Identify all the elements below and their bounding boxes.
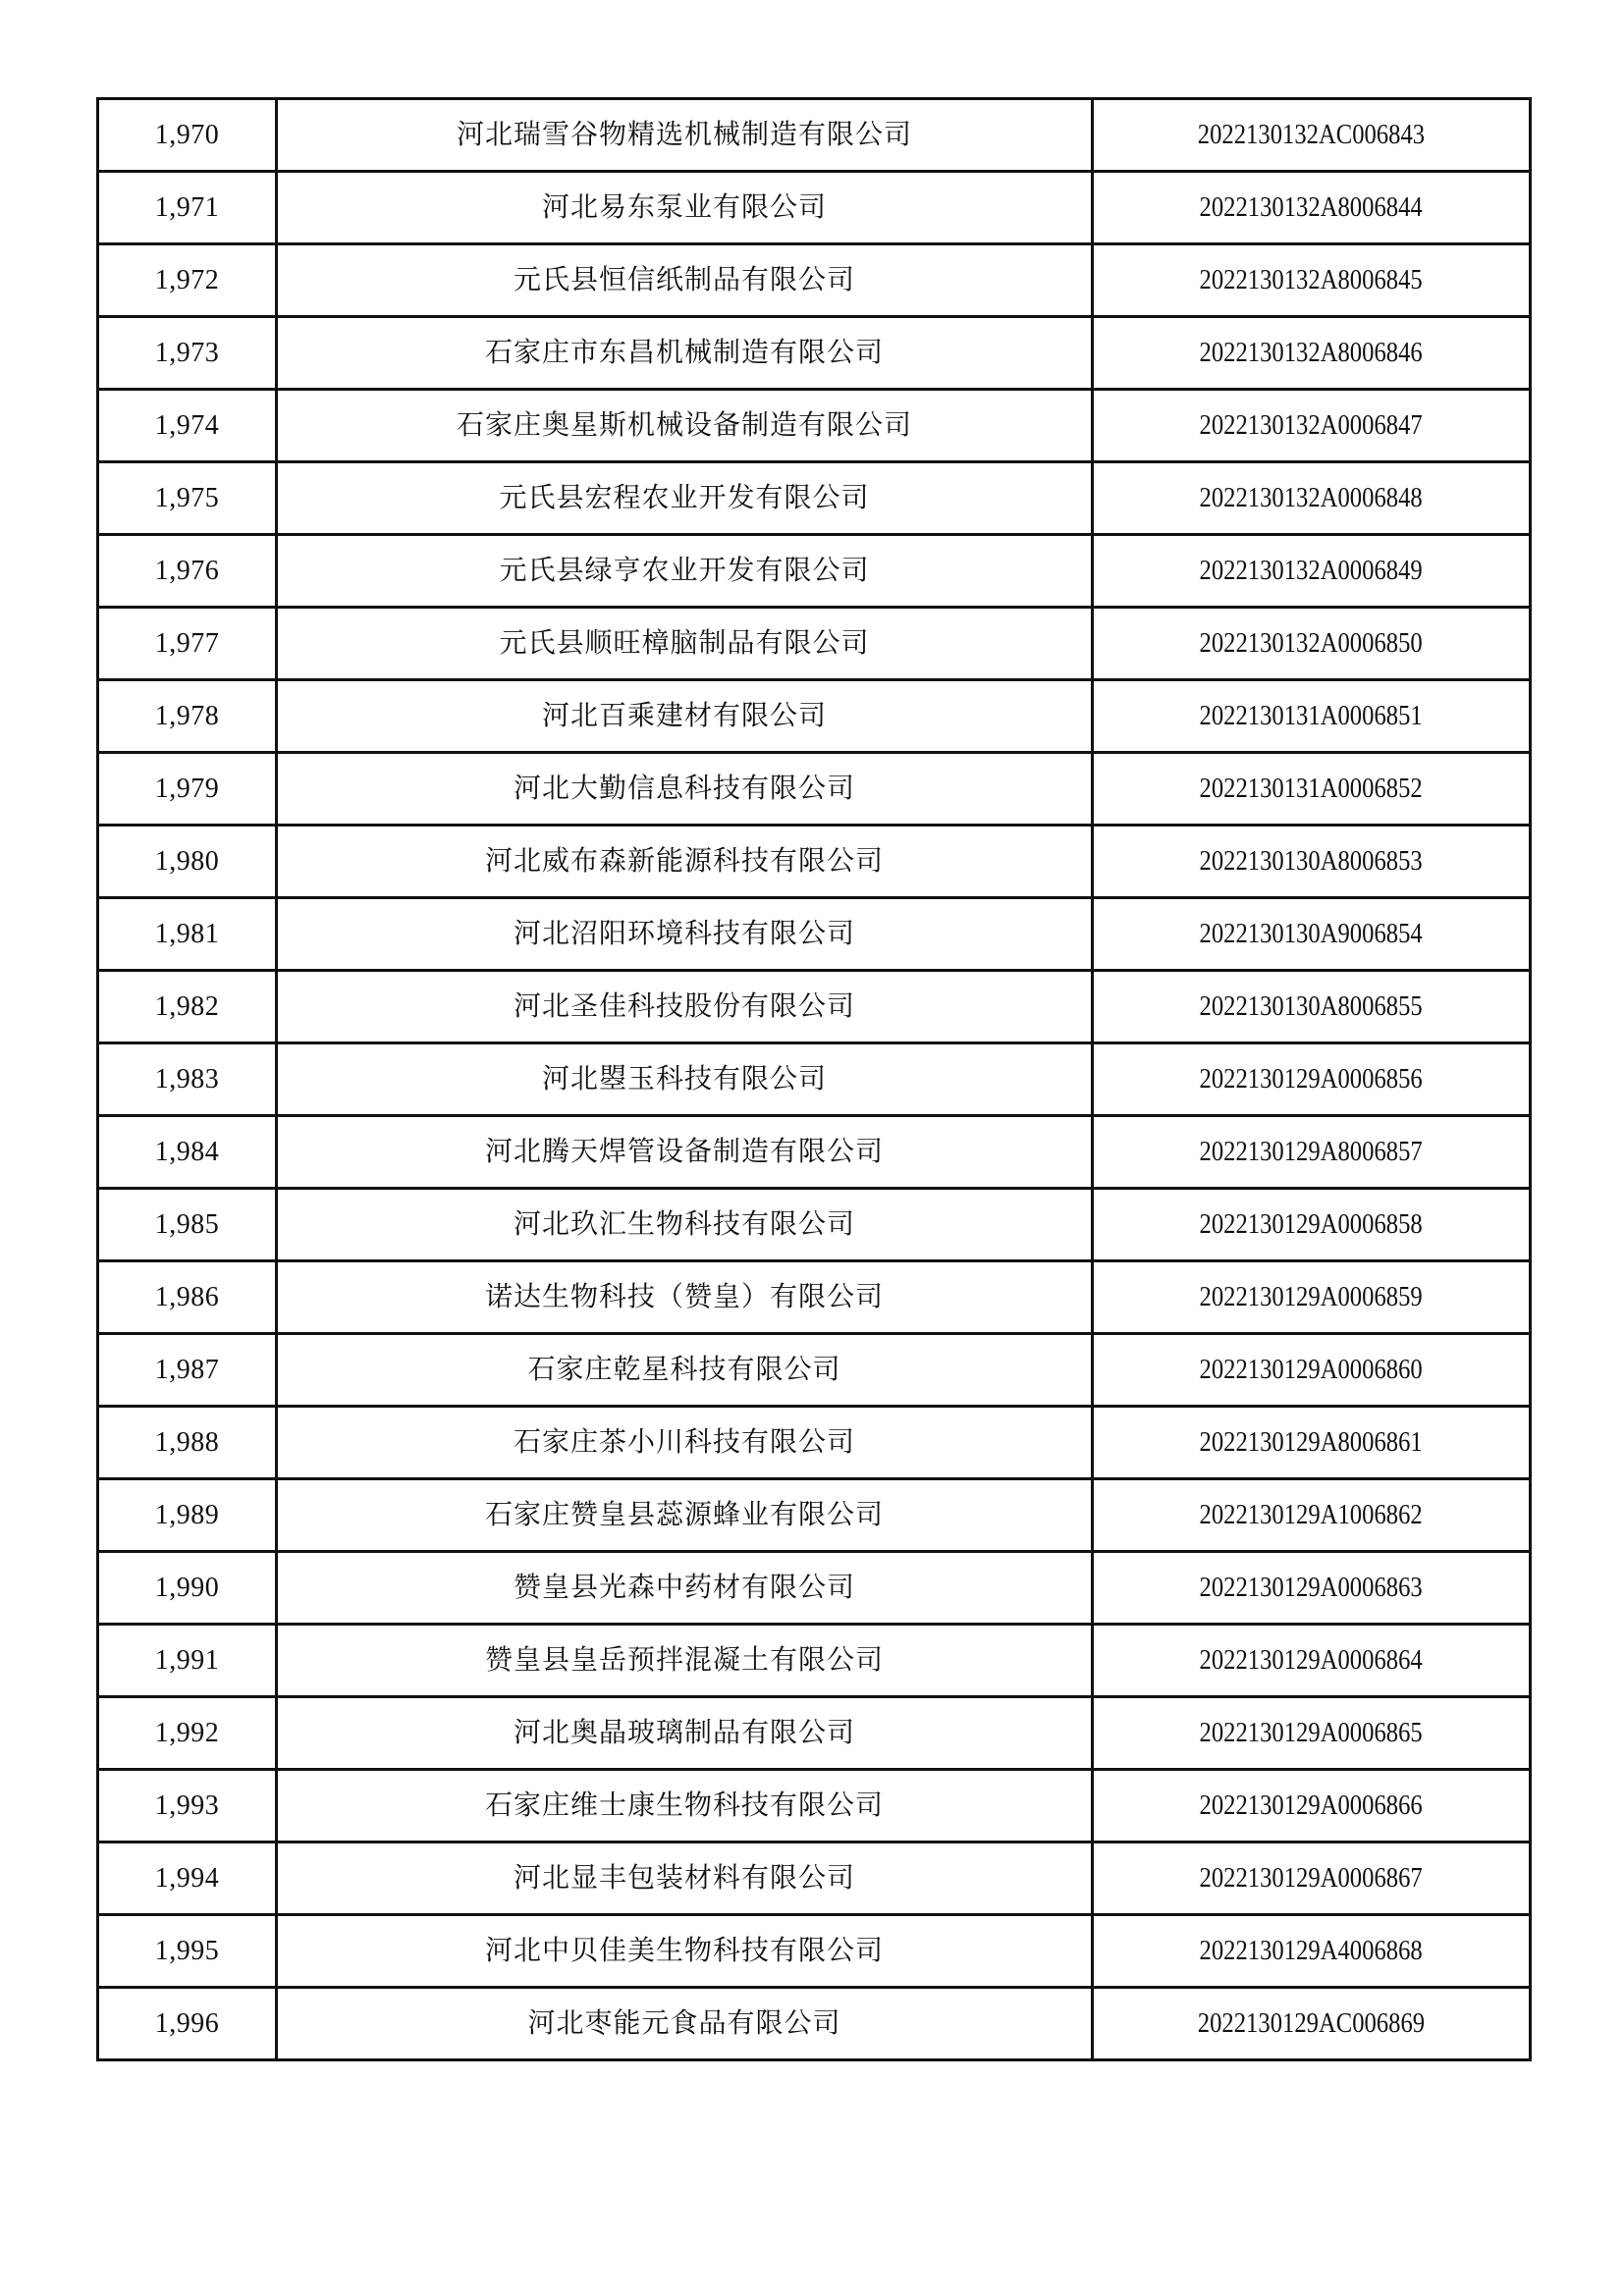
row-index: 1,978 (98, 680, 277, 753)
company-name: 石家庄市东昌机械制造有限公司 (277, 317, 1093, 390)
registration-code (1093, 753, 1531, 826)
row-index: 1,980 (98, 826, 277, 898)
registration-code-text: 2022130132AC006843 (1197, 119, 1426, 150)
table-body (98, 99, 1531, 2060)
company-name: 河北百乘建材有限公司 (277, 680, 1093, 753)
row-index: 1,982 (98, 971, 277, 1043)
company-name: 诺达生物科技（赞皇）有限公司 (277, 1261, 1093, 1334)
registration-code-text: 2022130131A0006852 (1199, 773, 1424, 804)
table-row (98, 1625, 1531, 1697)
company-name: 赞皇县皇岳预拌混凝土有限公司 (277, 1625, 1093, 1697)
company-name: 河北瑞雪谷物精选机械制造有限公司 (277, 99, 1093, 172)
table-row (98, 753, 1531, 826)
registration-code-text: 2022130131A0006851 (1199, 700, 1424, 731)
registration-code-text: 2022130129A4006868 (1199, 1935, 1424, 1966)
table-row (98, 244, 1531, 317)
registration-code-text: 2022130129A0006863 (1199, 1572, 1424, 1603)
table-row (98, 898, 1531, 971)
registration-code-text: 2022130130A9006854 (1199, 918, 1424, 949)
table-row (98, 826, 1531, 898)
row-index: 1,991 (98, 1625, 277, 1697)
row-index: 1,992 (98, 1697, 277, 1770)
row-index: 1,986 (98, 1261, 277, 1334)
registration-code (1093, 99, 1531, 172)
registration-code-text: 2022130129A0006858 (1199, 1208, 1424, 1240)
table-row (98, 535, 1531, 608)
table-row (98, 971, 1531, 1043)
table-row (98, 1552, 1531, 1625)
row-index: 1,973 (98, 317, 277, 390)
company-name: 河北枣能元食品有限公司 (277, 1988, 1093, 2060)
company-name: 河北中贝佳美生物科技有限公司 (277, 1915, 1093, 1988)
table-row (98, 99, 1531, 172)
row-index: 1,995 (98, 1915, 277, 1988)
row-index: 1,976 (98, 535, 277, 608)
registration-code-text: 2022130129A8006857 (1199, 1136, 1424, 1167)
company-name: 石家庄乾星科技有限公司 (277, 1334, 1093, 1407)
registration-code (1093, 608, 1531, 680)
company-name: 河北圣佳科技股份有限公司 (277, 971, 1093, 1043)
row-index: 1,972 (98, 244, 277, 317)
company-name: 河北奥晶玻璃制品有限公司 (277, 1697, 1093, 1770)
company-name: 石家庄维士康生物科技有限公司 (277, 1770, 1093, 1842)
table-row (98, 317, 1531, 390)
company-name: 河北曌玉科技有限公司 (277, 1043, 1093, 1116)
registration-code (1093, 462, 1531, 535)
registration-code-text: 2022130129A8006861 (1199, 1426, 1424, 1458)
row-index: 1,979 (98, 753, 277, 826)
registration-code-text: 2022130132A0006848 (1199, 482, 1424, 513)
registration-code-text: 2022130132A8006845 (1199, 264, 1424, 295)
company-name: 河北腾天焊管设备制造有限公司 (277, 1116, 1093, 1189)
company-name: 赞皇县光森中药材有限公司 (277, 1552, 1093, 1625)
company-name: 河北沼阳环境科技有限公司 (277, 898, 1093, 971)
company-name: 元氏县顺旺樟脑制品有限公司 (277, 608, 1093, 680)
table-row (98, 1842, 1531, 1915)
registration-code (1093, 1625, 1531, 1697)
row-index: 1,988 (98, 1407, 277, 1479)
company-name: 河北威布森新能源科技有限公司 (277, 826, 1093, 898)
registration-code (1093, 1189, 1531, 1261)
table-row (98, 680, 1531, 753)
registration-code (1093, 680, 1531, 753)
row-index: 1,987 (98, 1334, 277, 1407)
table-row (98, 608, 1531, 680)
registration-code (1093, 826, 1531, 898)
registration-code (1093, 1697, 1531, 1770)
registration-code-text: 2022130132A0006850 (1199, 627, 1424, 659)
table-row (98, 462, 1531, 535)
table-row (98, 172, 1531, 244)
registration-code (1093, 1116, 1531, 1189)
company-list-table (96, 97, 1532, 2061)
table-row (98, 1189, 1531, 1261)
registration-code-text: 2022130129AC006869 (1197, 2007, 1426, 2039)
registration-code-text: 2022130132A0006849 (1199, 555, 1424, 586)
table-row (98, 1261, 1531, 1334)
row-index: 1,971 (98, 172, 277, 244)
row-index: 1,983 (98, 1043, 277, 1116)
table-row (98, 1334, 1531, 1407)
registration-code (1093, 1988, 1531, 2060)
registration-code-text: 2022130132A8006844 (1199, 191, 1424, 223)
company-name: 元氏县宏程农业开发有限公司 (277, 462, 1093, 535)
row-index: 1,974 (98, 390, 277, 462)
registration-code (1093, 317, 1531, 390)
row-index: 1,985 (98, 1189, 277, 1261)
row-index: 1,994 (98, 1842, 277, 1915)
registration-code (1093, 172, 1531, 244)
table-row (98, 1116, 1531, 1189)
registration-code-text: 2022130129A0006860 (1199, 1354, 1424, 1385)
company-name: 石家庄赞皇县蕊源蜂业有限公司 (277, 1479, 1093, 1552)
registration-code (1093, 1552, 1531, 1625)
registration-code (1093, 971, 1531, 1043)
company-name: 河北显丰包装材料有限公司 (277, 1842, 1093, 1915)
table-row (98, 1697, 1531, 1770)
registration-code-text: 2022130129A0006865 (1199, 1717, 1424, 1748)
registration-code-text: 2022130129A0006859 (1199, 1281, 1424, 1312)
registration-code-text: 2022130129A0006864 (1199, 1644, 1424, 1676)
table-row (98, 1479, 1531, 1552)
row-index: 1,981 (98, 898, 277, 971)
table-row (98, 1043, 1531, 1116)
company-name: 元氏县恒信纸制品有限公司 (277, 244, 1093, 317)
company-name: 河北易东泵业有限公司 (277, 172, 1093, 244)
registration-code (1093, 1334, 1531, 1407)
table-row (98, 1407, 1531, 1479)
registration-code-text: 2022130130A8006853 (1199, 845, 1424, 877)
table-row (98, 1915, 1531, 1988)
registration-code (1093, 390, 1531, 462)
registration-code (1093, 898, 1531, 971)
row-index: 1,996 (98, 1988, 277, 2060)
registration-code-text: 2022130129A0006867 (1199, 1862, 1424, 1894)
table-row (98, 1770, 1531, 1842)
registration-code (1093, 1407, 1531, 1479)
registration-code (1093, 1261, 1531, 1334)
registration-code (1093, 1043, 1531, 1116)
registration-code-text: 2022130132A0006847 (1199, 409, 1424, 441)
row-index: 1,993 (98, 1770, 277, 1842)
row-index: 1,989 (98, 1479, 277, 1552)
company-name: 河北大勤信息科技有限公司 (277, 753, 1093, 826)
registration-code (1093, 1770, 1531, 1842)
row-index: 1,984 (98, 1116, 277, 1189)
registration-code (1093, 1479, 1531, 1552)
registration-code (1093, 1915, 1531, 1988)
company-name: 石家庄奥星斯机械设备制造有限公司 (277, 390, 1093, 462)
row-index: 1,977 (98, 608, 277, 680)
registration-code (1093, 535, 1531, 608)
company-name: 河北玖汇生物科技有限公司 (277, 1189, 1093, 1261)
table-row (98, 390, 1531, 462)
row-index: 1,975 (98, 462, 277, 535)
registration-code (1093, 1842, 1531, 1915)
registration-code-text: 2022130129A0006856 (1199, 1063, 1424, 1095)
row-index: 1,990 (98, 1552, 277, 1625)
company-name: 石家庄茶小川科技有限公司 (277, 1407, 1093, 1479)
registration-code-text: 2022130129A0006866 (1199, 1789, 1424, 1821)
registration-code (1093, 244, 1531, 317)
registration-code-text: 2022130129A1006862 (1199, 1499, 1424, 1530)
registration-code-text: 2022130132A8006846 (1199, 337, 1424, 368)
company-name: 元氏县绿亨农业开发有限公司 (277, 535, 1093, 608)
row-index: 1,970 (98, 99, 277, 172)
table-row (98, 1988, 1531, 2060)
registration-code-text: 2022130130A8006855 (1199, 990, 1424, 1022)
